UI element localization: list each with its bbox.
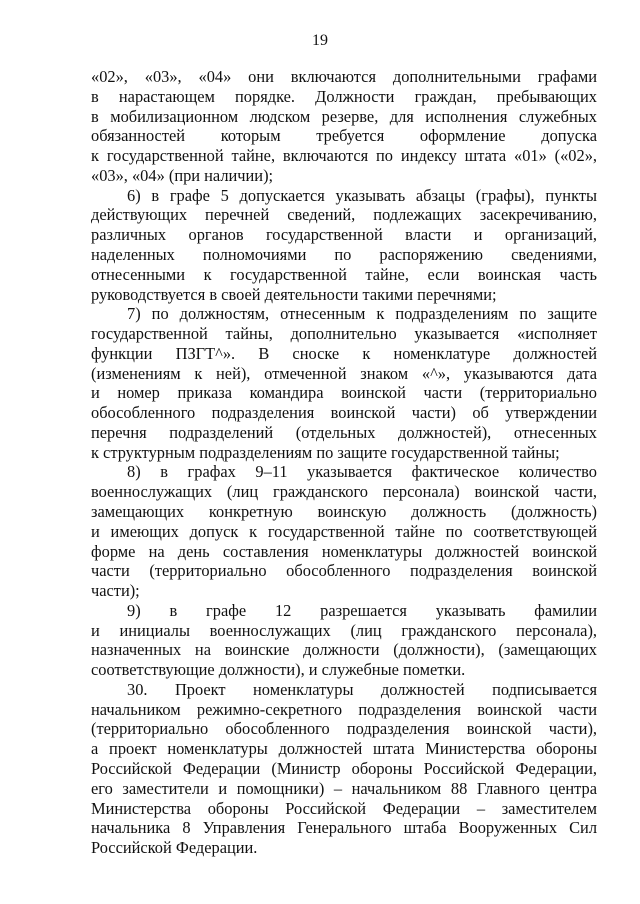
text-line: и имеющих допуск к государственной тайне по соответствующей bbox=[91, 521, 597, 541]
text-line: «02», «03», «04» они включаются дополнительными графами bbox=[91, 67, 597, 86]
text-line: в мобилизационном людском резерве, для исполнения служебных bbox=[91, 106, 597, 126]
text-line: 6) в графе 5 допускается указывать абзацы (графы), пункты bbox=[127, 185, 597, 205]
text-line: к структурным подразделениям по защите государственной тайны; bbox=[91, 442, 560, 462]
text-line: перечня подразделений (отдельных должностей), отнесенных bbox=[91, 422, 597, 442]
text-line: Министерства обороны Российской Федерации – заместителем bbox=[91, 798, 597, 818]
text-line: «03», «04» (при наличии); bbox=[91, 165, 274, 185]
text-line: форме на день составления номенклатуры должностей воинской bbox=[91, 541, 597, 561]
text-line: (изменениям к ней), отмеченной знаком «^», указываются дата bbox=[91, 363, 597, 383]
text-line: наделенных полномочиями по распоряжению сведениями, bbox=[91, 244, 597, 264]
text-line: замещающих конкретную воинскую должность (должность) bbox=[91, 501, 597, 521]
text-line: в нарастающем порядке. Должности граждан, пребывающих bbox=[91, 86, 597, 106]
text-line: Российской Федерации (Министр обороны Российской Федерации, bbox=[91, 758, 597, 778]
text-line: начальником режимно-секретного подразделения воинской части bbox=[91, 699, 597, 719]
text-line: (территориально обособленного подразделения воинской части), bbox=[91, 719, 597, 739]
text-line: обязанностей которым требуется оформление допуска bbox=[91, 126, 597, 146]
text-line: военнослужащих (лиц гражданского персонала) воинской части, bbox=[91, 482, 597, 502]
text-line: функции ПЗГТ^». В сноске к номенклатуре должностей bbox=[91, 343, 597, 363]
page-number: 19 bbox=[312, 32, 328, 49]
text-line: его заместители и помощники) – начальником 88 Главного центра bbox=[91, 778, 597, 798]
text-line: 7) по должностям, отнесенным к подразделениям по защите bbox=[127, 304, 597, 324]
text-line: а проект номенклатуры должностей штата Министерства обороны bbox=[91, 739, 597, 759]
text-line: части); bbox=[91, 581, 140, 600]
text-line: соответствующие должности), и служебные пометки. bbox=[91, 660, 466, 680]
text-line: отнесенными к государственной тайне, если воинская часть bbox=[91, 264, 597, 284]
text-line: начальника 8 Управления Генерального штаба Вооруженных Сил bbox=[91, 818, 597, 838]
text-line: различных органов государственной власти и организаций, bbox=[91, 225, 597, 245]
text-line: 30. Проект номенклатуры должностей подписывается bbox=[127, 679, 597, 699]
text-line: действующих перечней сведений, подлежащих засекречиванию, bbox=[91, 205, 597, 225]
text-line: к государственной тайне, включаются по индексу штата «01» («02», bbox=[91, 146, 597, 166]
text-line: государственной тайны, дополнительно указывается «исполняет bbox=[91, 324, 597, 343]
text-line: Российской Федерации. bbox=[91, 838, 258, 857]
text-line: и номер приказа командира воинской части (территориально bbox=[91, 383, 597, 403]
text-line: и инициалы военнослужащих (лиц гражданского персонала), bbox=[91, 620, 597, 640]
text-line: 8) в графах 9–11 указывается фактическое количество bbox=[127, 462, 597, 482]
text-line: назначенных на воинские должности (должности), (замещающих bbox=[91, 640, 597, 660]
text-line: обособленного подразделения воинской части) об утверждении bbox=[91, 403, 597, 423]
text-line: части (территориально обособленного подразделения воинской bbox=[91, 561, 597, 581]
text-line: 9) в графе 12 разрешается указывать фамилии bbox=[127, 600, 597, 620]
text-line: руководствуется в своей деятельности такими перечнями; bbox=[91, 284, 497, 304]
